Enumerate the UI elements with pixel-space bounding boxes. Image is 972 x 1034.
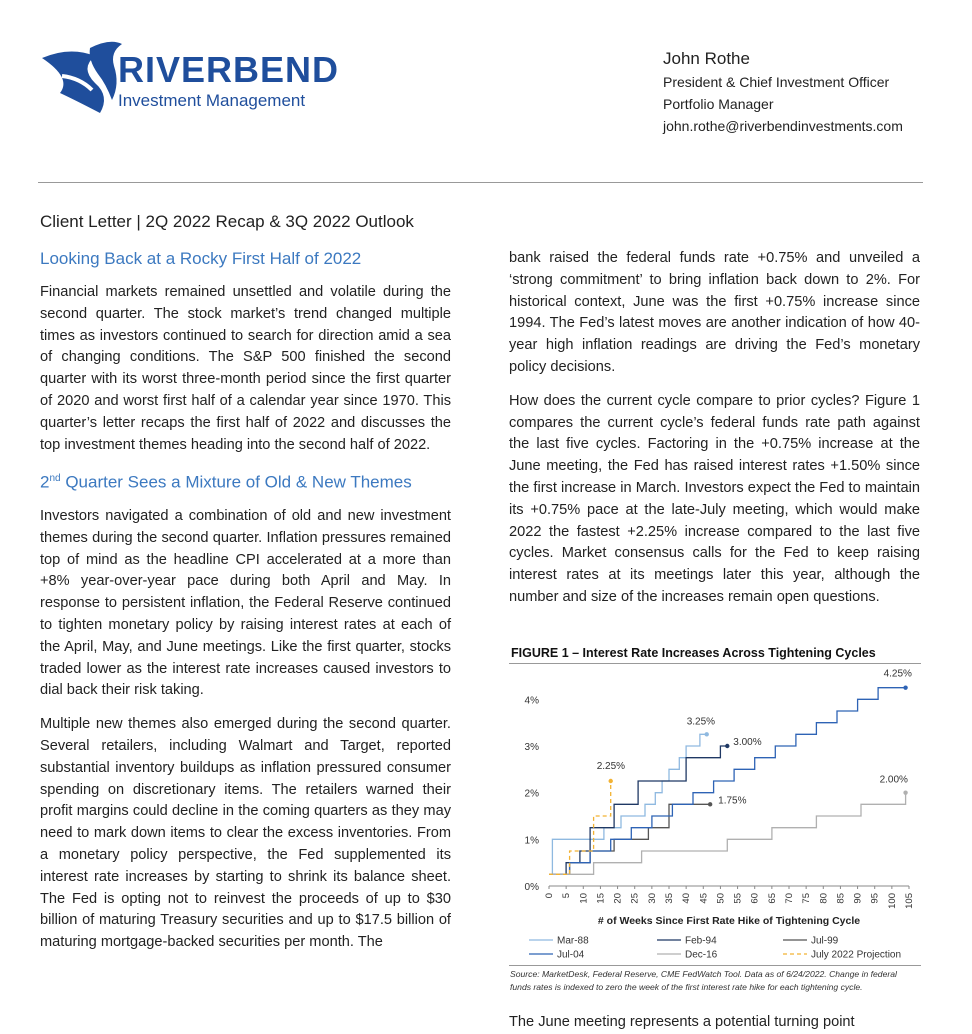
legend-entry: July 2022 Projection xyxy=(811,949,902,961)
figure-title: FIGURE 1 – Interest Rate Increases Across Tightening Cycles xyxy=(511,646,876,660)
x-tick-label: 60 xyxy=(749,893,761,904)
series-end-point xyxy=(705,732,709,736)
series-end-label: 4.25% xyxy=(883,668,912,680)
section-heading-rocky-first-half: Looking Back at a Rocky First Half of 2022 xyxy=(40,249,362,268)
x-tick-label: 20 xyxy=(612,893,624,904)
legend-entry: Mar-88 xyxy=(557,935,589,947)
logo-wordmark: RIVERBEND xyxy=(118,49,340,90)
y-tick-label: 0% xyxy=(524,882,539,893)
x-tick-label: 25 xyxy=(629,893,641,904)
x-tick-label: 50 xyxy=(715,893,727,904)
x-tick-label: 35 xyxy=(664,893,675,904)
contact-block xyxy=(663,48,903,137)
series-end-point xyxy=(725,744,729,748)
letter-title: Client Letter | 2Q 2022 Recap & 3Q 2022 Outlook xyxy=(40,212,414,231)
x-tick-label: 10 xyxy=(578,893,590,904)
x-tick-label: 45 xyxy=(698,893,710,904)
x-tick-label: 85 xyxy=(835,893,847,904)
left-column xyxy=(40,248,451,966)
paragraph: How does the current cycle compare to prior cycles? Figure 1 compares the current cycle’s federal funds rate path against the last five cycles. Factoring in the +0.75% increase at the June meeting, the Fed has raised interest rates +1.50% since the first increase in March. Investors expect the Fed to maintain its +0.75% pace at the late-July meeting, which would make 2022 the fastest +2.25% increase compared to the last five cycles. Market consensus calls for the Fed to keep raising interest rates at its meetings later this year, although the number and size of the increases remain open questions. xyxy=(509,392,920,605)
paragraph: The June meeting represents a potential turning point xyxy=(509,1014,855,1030)
right-column xyxy=(509,248,920,621)
x-tick-label: 95 xyxy=(869,893,881,904)
x-tick-label: 100 xyxy=(886,893,898,909)
contact-name: John Rothe xyxy=(663,49,750,68)
figure-source-note: Source: MarketDesk, Federal Reserve, CME FedWatch Tool. Data as of 6/24/2022. Change in federal funds rates is indexed to zero the week of the first interest rate hike for each tightening cycle. xyxy=(510,969,897,992)
legend-entry: Dec-16 xyxy=(685,949,718,961)
series-end-point xyxy=(903,790,907,794)
section-heading-second-quarter: 2nd Quarter Sees a Mixture of Old & New Themes xyxy=(40,473,412,493)
x-tick-label: 65 xyxy=(766,893,778,904)
series-end-label: 2.25% xyxy=(596,761,626,772)
x-tick-label: 90 xyxy=(852,893,864,904)
series-end-label: 3.25% xyxy=(686,716,716,728)
x-tick-label: 5 xyxy=(561,893,573,899)
contact-role: Portfolio Manager xyxy=(663,96,774,112)
x-tick-label: 75 xyxy=(801,893,813,904)
x-tick-label: 15 xyxy=(595,893,607,904)
logo-subtitle: Investment Management xyxy=(118,91,306,110)
y-tick-label: 2% xyxy=(524,788,539,800)
figure-bottom-rule xyxy=(509,965,921,966)
rate-increase-chart xyxy=(509,664,921,964)
paragraph: bank raised the federal funds rate +0.75% and unveiled a ‘strong commitment’ to bring inflation back down to 2%. For historical context, June was the first +0.75% increase since 1994. The Fed’s latest moves are another indication of how 40-year high inflation readings are driving the Fed’s monetary policy decisions. xyxy=(509,250,920,375)
series-end-point xyxy=(609,779,613,783)
series-end-label: 2.00% xyxy=(879,774,908,786)
x-tick-label: 80 xyxy=(818,893,830,904)
x-tick-label: 55 xyxy=(732,893,744,904)
x-tick-label: 105 xyxy=(904,893,915,909)
paragraph: Multiple new themes also emerged during the second quarter. Several retailers, including Walmart and Target, reported substantial inventory buildups as inflation pressured consumer spending on discretionary items. The retailers warned their profit margins could decline in the coming quarters as they may need to mark down items to clear the excess inventories. From a monetary policy perspective, the Fed supplemented its interest rate increases by starting to shrink its balance sheet. The Fed is opting not to reinvest the proceeds of up to $30 billion of maturing Treasury securities and up to $17.5 billion of maturing mortgage-backed securities per month. The xyxy=(40,716,451,951)
x-tick-label: 30 xyxy=(646,893,658,904)
contact-title: President & Chief Investment Officer xyxy=(663,74,890,90)
legend-entry: Feb-94 xyxy=(685,935,717,947)
contact-email[interactable]: john.rothe@riverbendinvestments.com xyxy=(663,118,903,134)
y-tick-label: 4% xyxy=(524,695,539,707)
series-end-label: 1.75% xyxy=(718,795,747,807)
y-tick-label: 3% xyxy=(524,742,539,753)
x-tick-label: 40 xyxy=(681,893,693,904)
x-axis-label: # of Weeks Since First Rate Hike of Tightening Cycle xyxy=(597,915,861,927)
series-end-label: 3.00% xyxy=(733,737,762,748)
series-end-point xyxy=(903,685,907,689)
legend-entry: Jul-04 xyxy=(557,949,585,961)
x-tick-label: 0 xyxy=(544,893,555,899)
series-end-point xyxy=(708,802,712,806)
legend-entry: Jul-99 xyxy=(811,935,839,947)
header-divider xyxy=(38,182,923,183)
x-tick-label: 70 xyxy=(784,893,795,904)
series-line-feb-94 xyxy=(549,746,727,874)
y-tick-label: 1% xyxy=(524,835,539,847)
paragraph: Investors navigated a combination of old and new investment themes during the second quarter. Inflation pressures remained top of mind as the headline CPI accelerated at a more than +8% year-over-year pace during both April and May. In response to persistent inflation, the Federal Reserve continued to tighten monetary policy by raising interest rates at each of the April, May, and June meetings. Like the first quarter, stocks traded lower as the interest rate increases caused investors to dial back their risk taking. xyxy=(40,508,451,699)
paragraph: Financial markets remained unsettled and volatile during the second quarter. The stock market’s trend changed multiple times as investors continued to search for direction amid a sea of changing conditions. The S&P 500 finished the second quarter with its worst three-month period since the first quarter of 2020 and worst first half of a calendar year since 1970. This quarter’s letter recaps the first half of 2022 and discusses the top investment themes heading into the second half of 2022. xyxy=(40,284,451,453)
